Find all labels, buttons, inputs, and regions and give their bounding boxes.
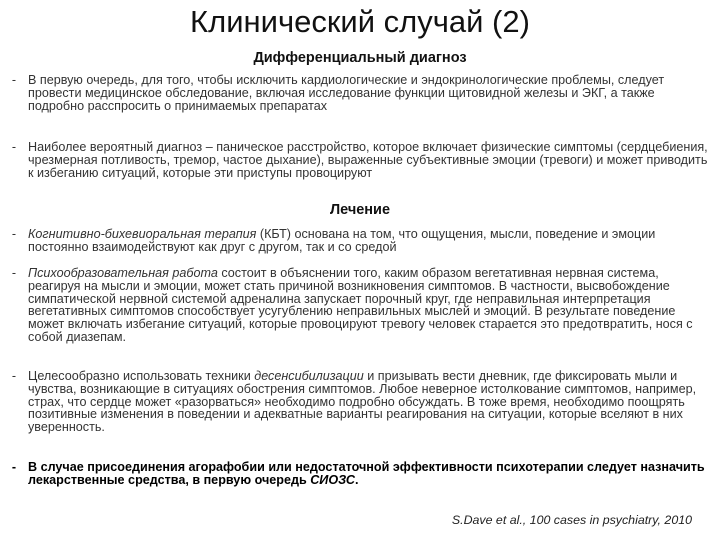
treatment-heading: Лечение [329, 202, 391, 218]
list-item-cbt [11, 227, 708, 254]
item-end: . [355, 472, 359, 487]
list-item-diagnosis [11, 140, 708, 180]
item-drug: СИОЗС [310, 472, 356, 487]
item-main: В случае присоединения агорафобии или недостаточной эффективности психотерапии следует назначить лекарственные средства, в первую очередь [28, 460, 705, 487]
bullet-dash: - [11, 369, 17, 383]
item-text: Наиболее вероятный диагноз – паническое расстройство, которое включает физические симптомы (сердцебиения, чрезмерная потливость, тремор, частое дыхание), выраженные субъективные эмоции (тревоги) и может приводить к избеганию ситуаций, которые эти приступы провоцируют [28, 140, 708, 180]
list-item-medication [11, 460, 708, 487]
list-item-desensitization [11, 369, 708, 435]
item-term: Психообразовательная работа [28, 266, 218, 280]
bullet-dash: - [11, 140, 17, 154]
differential-diagnosis-heading: Дифференциальный диагноз [253, 50, 467, 66]
item-text [28, 228, 708, 254]
item-text [28, 370, 708, 434]
item-rest: состоит в объяснении того, каким образом вегетативная нервная система, реагируя на мысли и эмоции, может стать причиной возникновения симптомов. В частности, высвобождение симпатической нервной системой адреналина запускает порочный круг, где неправильная интерпретация вегетативных симптомов способствует усугублению неправильных мыслей и эмоций. В результате поведение может включать избегание ситуаций, которые провоцируют тревогу человек старается это предотвратить, нося с собой диазепам. [28, 266, 693, 344]
list-item-exam [11, 73, 708, 113]
item-rest: (КБТ) основана на том, что ощущения, мысли, поведение и эмоции постоянно взаимодействуют как друг с другом, так и со средой [28, 227, 656, 254]
slide-title: Клинический случай (2) [190, 4, 530, 39]
bullet-dash: - [11, 460, 17, 474]
item-text: В первую очередь, для того, чтобы исключить кардиологические и эндокринологические проблемы, следует провести медицинское обследование, включая исследование функции щитовидной железы и ЭКГ, а также подробно расспросить о принимаемых препаратах [28, 73, 665, 113]
item-text [28, 267, 708, 344]
citation: S.Dave et al., 100 cases in psychiatry, 2010 [451, 513, 692, 527]
list-item-psychoeducation [11, 266, 708, 344]
item-text [28, 461, 708, 487]
item-term: Когнитивно-бихевиоральная терапия [28, 227, 257, 241]
bullet-dash: - [11, 227, 17, 241]
item-term: десенсибилизации [254, 369, 364, 383]
bullet-dash: - [11, 266, 17, 280]
item-rest: и призывать вести дневник, где фиксировать мыли и чувства, возникающие в ситуациях обострения симптомов. Любое неверное истолкование симптомов, например, страх, что сердце может «разорваться» необходимо подробно обсуждать. В тоже время, необходимо поощрять позитивные изменения в поведении и адекватные варианты реагирования на ситуации, которые вселяют в них уверенность. [28, 369, 697, 435]
bullet-dash: - [11, 73, 17, 87]
item-pre: Целесообразно использовать техники [28, 369, 255, 383]
